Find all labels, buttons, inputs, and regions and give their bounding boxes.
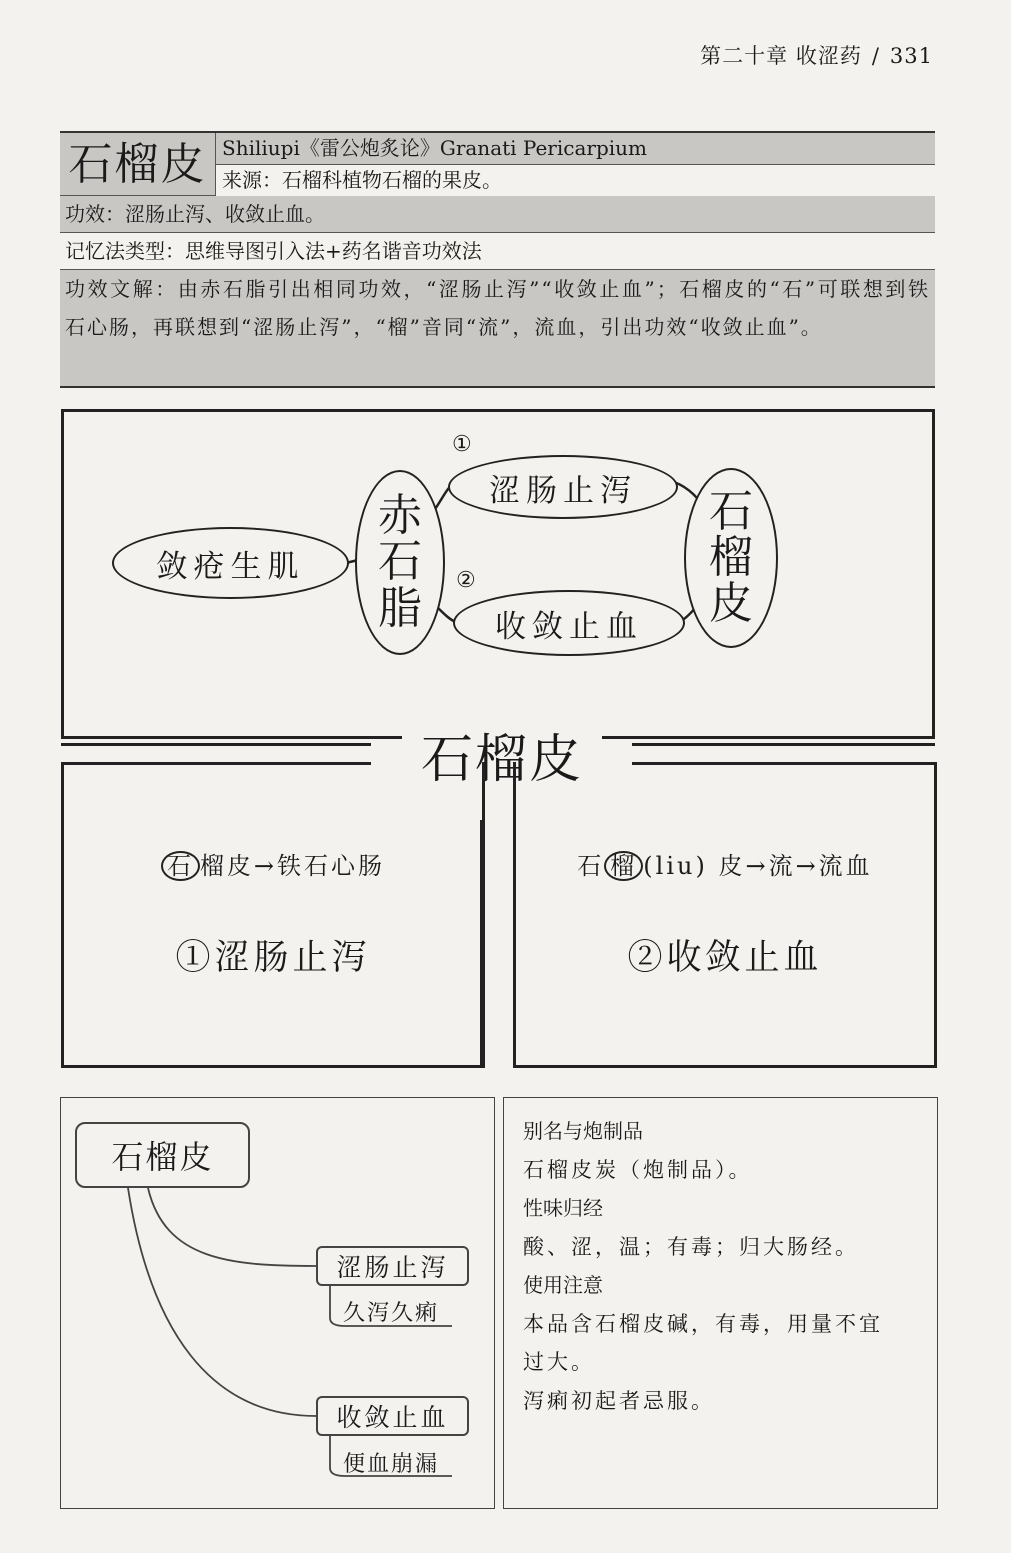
panel-left-rest: 榴皮→铁石心肠	[199, 852, 386, 880]
circled-char-shi: 石	[161, 851, 200, 881]
circled-number-2: ②	[456, 568, 476, 593]
tree-branch-shoulian: 收敛止血	[316, 1396, 469, 1436]
latin-line: Shiliupi《雷公炮炙论》Granati Pericarpium	[216, 133, 935, 165]
tree-leaf-jiuxie: 久泻久痢	[343, 1301, 440, 1326]
caution-line-1: 本品含石榴皮碱，有毒，用量不宜	[523, 1311, 883, 1336]
efficacy-line: 功效：涩肠止泻、收敛止血。	[60, 196, 935, 233]
tree-leaf-bianxue: 便血崩漏	[343, 1452, 440, 1477]
node-lianchuang: 敛疮生肌	[112, 527, 349, 599]
center-title: 石榴皮	[402, 717, 602, 792]
panel-right-rest: (liu) 皮→流→流血	[643, 852, 873, 880]
node-shoulian: 收敛止血	[453, 590, 685, 656]
header-separator: /	[871, 44, 880, 68]
alias-heading: 别名与炮制品	[523, 1119, 643, 1143]
node-chishizhi-char1: 赤	[378, 490, 422, 542]
panel-right-effect: ②收敛止血	[627, 938, 823, 978]
node-shiliupi-char3: 皮	[709, 578, 753, 630]
chapter-title: 第二十章 收涩药	[700, 44, 862, 68]
circled-number-1: ①	[452, 432, 472, 457]
source-line: 来源：石榴科植物石榴的果皮。	[216, 165, 935, 196]
node-shiliupi-char1: 石	[709, 485, 753, 537]
panel-left-effect: ①涩肠止泻	[175, 938, 371, 978]
notes-text	[523, 1112, 923, 1420]
tree-root: 石榴皮	[75, 1122, 250, 1188]
caution-heading: 使用注意	[523, 1273, 603, 1297]
caution-line-3: 泻痢初起者忌服。	[523, 1388, 715, 1413]
memory-type-line: 记忆法类型：思维导图引入法+药名谐音功效法	[60, 233, 935, 270]
nature-text: 酸、涩，温；有毒；归大肠经。	[523, 1234, 859, 1259]
tree-branch-sechang: 涩肠止泻	[316, 1246, 469, 1286]
node-sechang: 涩肠止泻	[448, 455, 678, 519]
node-shiliupi-char2: 榴	[709, 531, 753, 583]
alias-text: 石榴皮炭（炮制品）。	[523, 1157, 753, 1182]
caution-line-2: 过大。	[523, 1350, 595, 1374]
node-chishizhi-char3: 脂	[378, 582, 422, 634]
circled-char-liu: 榴	[604, 851, 643, 881]
herb-name: 石榴皮	[60, 133, 216, 195]
nature-heading: 性味归经	[523, 1196, 603, 1220]
node-chishizhi-char2: 石	[378, 536, 422, 588]
page-number: 331	[889, 44, 933, 68]
explanation-text: 功效文解：由赤石脂引出相同功效，“涩肠止泻”“收敛止血”；石榴皮的“石”可联想到铁石心肠，再联想到“涩肠止泻”，“榴”音同“流”，流血，引出功效“收敛止血”。	[60, 270, 935, 386]
panel-right-prefix: 石	[577, 852, 605, 880]
